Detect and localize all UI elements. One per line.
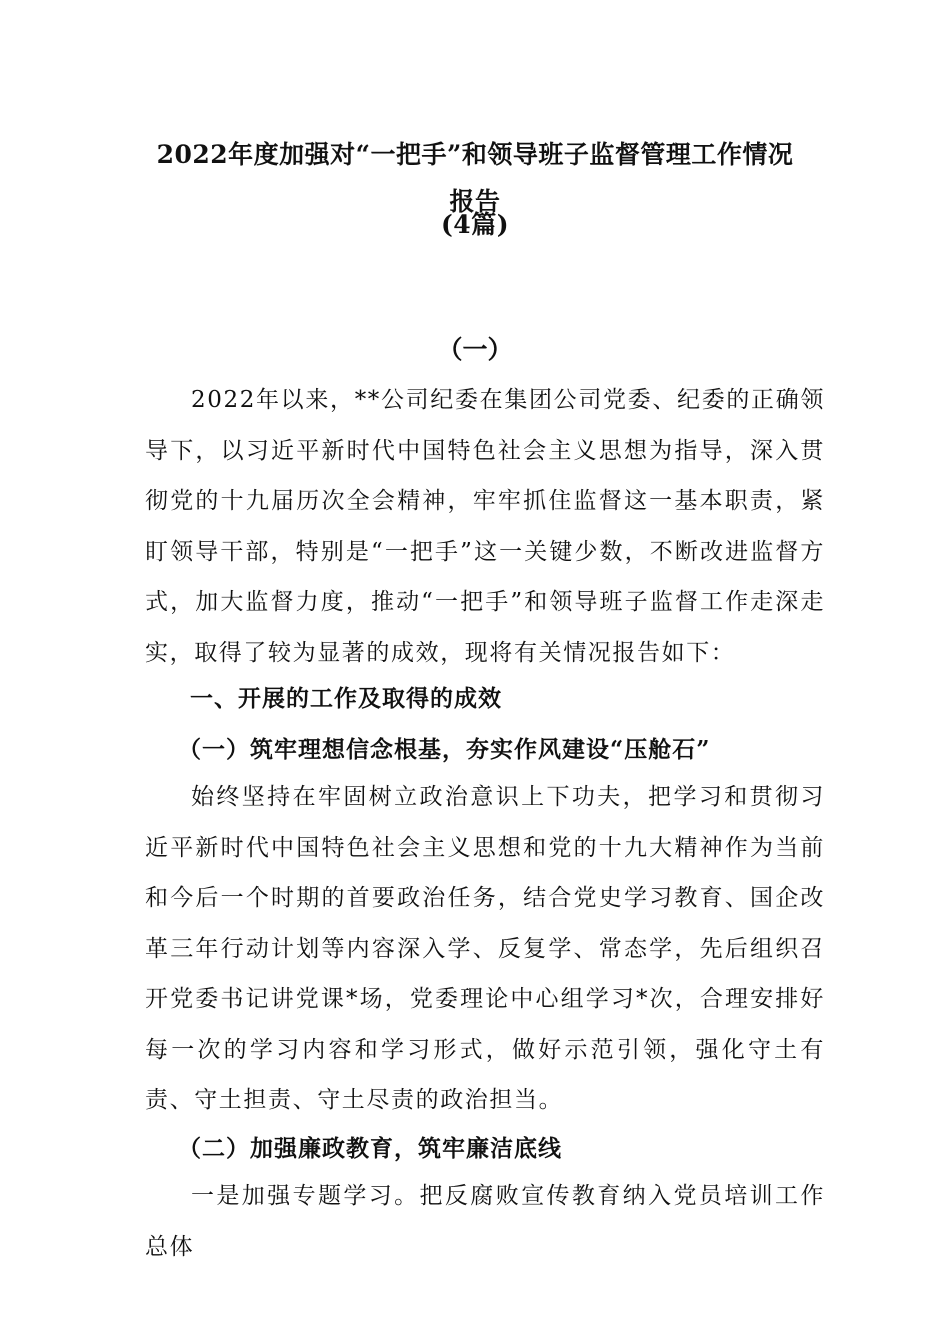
- subheading-ideals: （一）筑牢理想信念根基，夯实作风建设“压舱石”: [178, 736, 711, 763]
- subheading-integrity: （二）加强廉政教育，筑牢廉洁底线: [178, 1135, 562, 1162]
- heading-achievements: 一、开展的工作及取得的成效: [190, 685, 502, 712]
- section-number: （一）: [437, 335, 513, 364]
- document-title-line-2: 报告: [449, 187, 501, 216]
- integrity-paragraph: 一是加强专题学习。把反腐败宣传教育纳入党员培训工作总体: [145, 1183, 825, 1260]
- ideals-paragraph: 始终坚持在牢固树立政治意识上下功夫，把学习和贯彻习近平新时代中国特色社会主义思想和党的十九大精神作为当前和今后一个时期的首要政治任务，结合党史学习教育、国企改革三年行动计划等内容深入学、反复学、常态学，先后组织召开党委书记讲党课*场，党委理论中心组学习*次，合理安排好每一次的学习内容和学习形式，做好示范引领，强化守土有责、守土担责、守土尽责的政治担当。: [145, 784, 825, 1113]
- intro-paragraph: 2022年以来，**公司纪委在集团公司党委、纪委的正确领导下，以习近平新时代中国特色社会主义思想为指导，深入贯彻党的十九届历次全会精神，牢牢抓住监督这一基本职责，紧盯领导干部，特别是“一把手”这一关键少数，不断改进监督方式，加大监督力度，推动“一把手”和领导班子监督工作走深走实，取得了较为显著的成效，现将有关情况报告如下：: [145, 387, 825, 666]
- document-title-count: (4篇): [440, 210, 510, 239]
- document-title-line-1: 2022年度加强对“一把手”和领导班子监督管理工作情况: [156, 140, 794, 169]
